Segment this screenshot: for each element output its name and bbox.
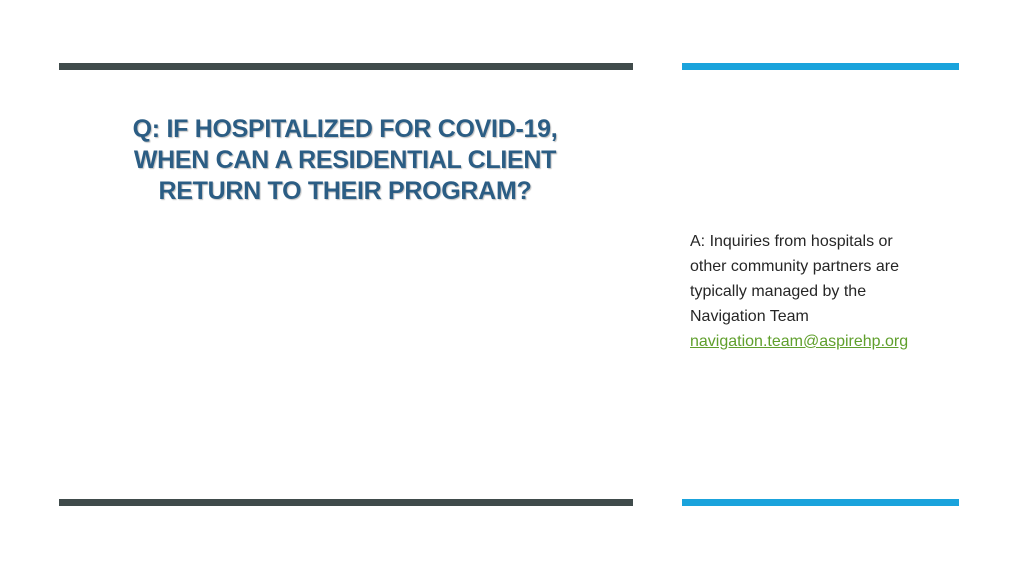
slide-title-line-2: WHEN CAN A RESIDENTIAL CLIENT — [133, 146, 557, 174]
top-right-accent-bar — [682, 63, 959, 70]
answer-line-3: typically managed by the — [690, 283, 867, 300]
slide-title-line-1: Q: IF HOSPITALIZED FOR COVID-19, — [132, 115, 558, 143]
navigation-team-email-link[interactable]: navigation.team@aspirehp.org — [690, 333, 909, 350]
bottom-left-divider-bar — [59, 499, 633, 506]
slide-title-line-3: RETURN TO THEIR PROGRAM? — [158, 177, 532, 205]
slide-title — [70, 114, 620, 207]
answer-text-block — [690, 229, 960, 354]
answer-line-1: A: Inquiries from hospitals or — [690, 233, 893, 250]
answer-line-4: Navigation Team — [690, 308, 809, 325]
answer-line-2: other community partners are — [690, 258, 899, 275]
top-left-divider-bar — [59, 63, 633, 70]
bottom-right-accent-bar — [682, 499, 959, 506]
